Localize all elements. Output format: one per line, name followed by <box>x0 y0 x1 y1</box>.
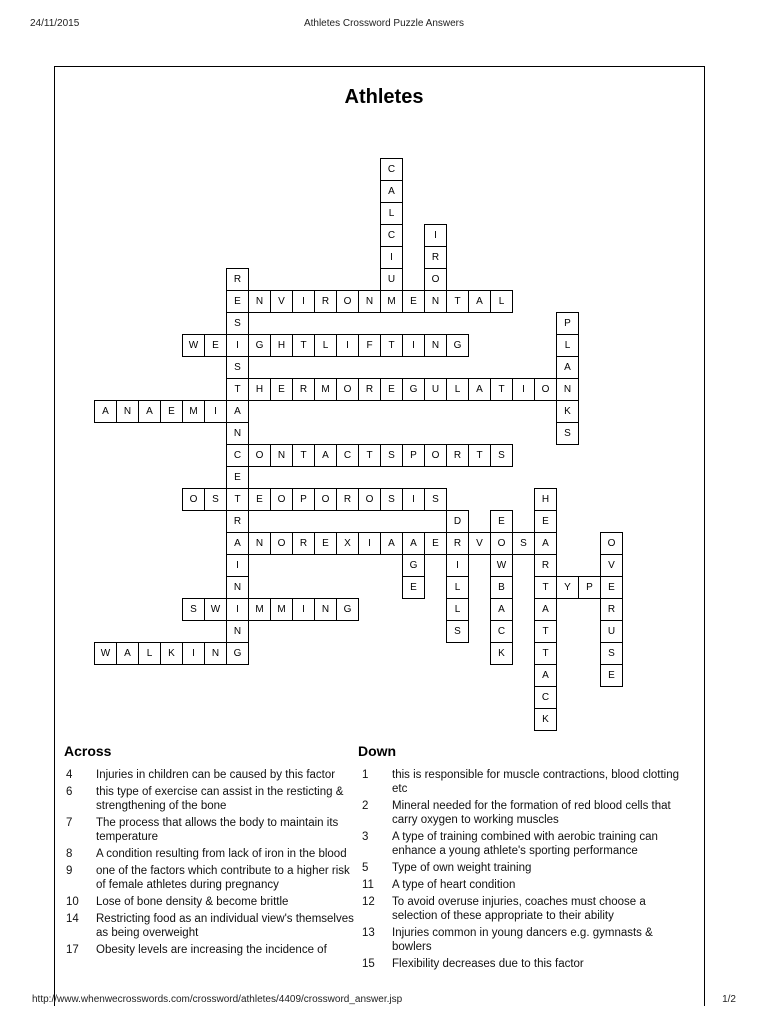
down-clue <box>362 799 680 827</box>
grid-cell: P <box>556 312 579 335</box>
grid-cell: L <box>556 334 579 357</box>
grid-cell: P <box>402 444 425 467</box>
grid-cell: O <box>600 532 623 555</box>
grid-cell: D <box>446 510 469 533</box>
grid-cell: G <box>336 598 359 621</box>
grid-cell: P <box>292 488 315 511</box>
clue-number: 15 <box>362 958 375 970</box>
grid-cell: A <box>314 444 337 467</box>
grid-cell: Y <box>556 576 579 599</box>
across-clue <box>66 895 356 909</box>
grid-cell: I <box>292 598 315 621</box>
grid-cell: O <box>182 488 205 511</box>
clue-number: 3 <box>362 831 369 843</box>
grid-cell: W <box>490 554 513 577</box>
clue-number: 7 <box>66 817 73 829</box>
down-clue <box>362 768 680 796</box>
grid-cell: T <box>358 444 381 467</box>
grid-cell: G <box>402 378 425 401</box>
grid-cell: N <box>226 620 249 643</box>
clue-text: this type of exercise can assist in the resticting & strengthening of the bone <box>96 786 344 812</box>
clue-number: 5 <box>362 862 369 874</box>
grid-cell: O <box>336 290 359 313</box>
grid-cell: N <box>358 290 381 313</box>
grid-cell: G <box>226 642 249 665</box>
clue-text: this is responsible for muscle contractions, blood clotting etc <box>392 769 680 795</box>
grid-cell: G <box>248 334 271 357</box>
grid-cell: N <box>226 576 249 599</box>
clue-number: 1 <box>362 769 369 781</box>
grid-cell: O <box>424 268 447 291</box>
grid-cell: I <box>402 334 425 357</box>
grid-cell: K <box>556 400 579 423</box>
grid-cell: S <box>600 642 623 665</box>
grid-cell: U <box>600 620 623 643</box>
grid-cell: I <box>380 246 403 269</box>
grid-cell: I <box>226 554 249 577</box>
grid-cell: S <box>204 488 227 511</box>
grid-cell: N <box>270 444 293 467</box>
grid-cell: N <box>226 422 249 445</box>
grid-cell: O <box>424 444 447 467</box>
grid-cell: T <box>226 488 249 511</box>
grid-cell: A <box>468 290 491 313</box>
grid-cell: N <box>204 642 227 665</box>
grid-cell: I <box>512 378 535 401</box>
clue-number: 11 <box>362 879 374 891</box>
grid-cell: S <box>226 356 249 379</box>
clue-text: one of the factors which contribute to a higher risk of female athletes during pregnancy <box>96 865 350 891</box>
grid-cell: E <box>600 664 623 687</box>
clue-text: Injuries in children can be caused by this factor <box>96 769 336 781</box>
grid-cell: R <box>336 488 359 511</box>
clue-number: 13 <box>362 927 375 939</box>
grid-cell: C <box>380 158 403 181</box>
clue-text: Restricting food as an individual view's themselves as being overweight <box>96 913 354 939</box>
puzzle-title: Athletes <box>344 86 424 108</box>
grid-cell: A <box>116 642 139 665</box>
clue-text: A type of training combined with aerobic training can enhance a young athlete's sporting performance <box>392 831 658 857</box>
clue-number: 8 <box>66 848 73 860</box>
across-clue <box>66 785 356 813</box>
clue-number: 4 <box>66 769 73 781</box>
grid-cell: E <box>270 378 293 401</box>
grid-cell: A <box>380 180 403 203</box>
print-date: 24/11/2015 <box>30 18 80 29</box>
grid-cell: I <box>402 488 425 511</box>
grid-cell: S <box>490 444 513 467</box>
grid-cell: S <box>446 620 469 643</box>
grid-cell: C <box>534 686 557 709</box>
clue-text: Mineral needed for the formation of red blood cells that carry oxygen to working muscles <box>392 800 671 826</box>
grid-cell: E <box>248 488 271 511</box>
grid-cell: G <box>446 334 469 357</box>
grid-cell: I <box>182 642 205 665</box>
across-clue <box>66 847 356 861</box>
grid-cell: T <box>534 620 557 643</box>
grid-cell: I <box>292 290 315 313</box>
grid-cell: A <box>226 400 249 423</box>
grid-cell: A <box>94 400 117 423</box>
grid-cell: S <box>556 422 579 445</box>
grid-cell: N <box>116 400 139 423</box>
grid-cell: E <box>380 378 403 401</box>
down-clue <box>362 957 680 971</box>
grid-cell: M <box>182 400 205 423</box>
print-page-number: 1/2 <box>722 994 736 1005</box>
grid-cell: K <box>160 642 183 665</box>
grid-cell: E <box>226 290 249 313</box>
down-clue <box>362 861 680 875</box>
grid-cell: T <box>380 334 403 357</box>
grid-cell: E <box>424 532 447 555</box>
grid-cell: L <box>380 202 403 225</box>
grid-cell: R <box>226 268 249 291</box>
across-clue <box>66 912 356 940</box>
grid-cell: L <box>138 642 161 665</box>
clue-number: 9 <box>66 865 73 877</box>
grid-cell: T <box>468 444 491 467</box>
grid-cell: U <box>380 268 403 291</box>
clue-number: 14 <box>66 913 79 925</box>
grid-cell: O <box>270 488 293 511</box>
grid-cell: H <box>534 488 557 511</box>
grid-cell: E <box>314 532 337 555</box>
grid-cell: H <box>270 334 293 357</box>
grid-cell: L <box>446 598 469 621</box>
grid-cell: O <box>358 488 381 511</box>
grid-cell: S <box>380 444 403 467</box>
grid-cell: T <box>226 378 249 401</box>
grid-cell: T <box>534 576 557 599</box>
grid-cell: E <box>402 290 425 313</box>
across-clue <box>66 816 356 844</box>
clue-text: Obesity levels are increasing the incidence of <box>96 944 327 956</box>
down-clue <box>362 895 680 923</box>
grid-cell: O <box>534 378 557 401</box>
grid-cell: N <box>248 532 271 555</box>
grid-cell: B <box>490 576 513 599</box>
clue-number: 12 <box>362 896 375 908</box>
grid-cell: T <box>446 290 469 313</box>
grid-cell: O <box>314 488 337 511</box>
across-clue-list <box>66 768 356 960</box>
grid-cell: S <box>512 532 535 555</box>
across-clue <box>66 943 356 957</box>
grid-cell: T <box>292 334 315 357</box>
grid-cell: T <box>490 378 513 401</box>
down-clue <box>362 926 680 954</box>
grid-cell: R <box>292 378 315 401</box>
grid-cell: T <box>292 444 315 467</box>
grid-cell: E <box>402 576 425 599</box>
clue-text: Type of own weight training <box>392 862 532 874</box>
grid-cell: A <box>380 532 403 555</box>
grid-cell: K <box>490 642 513 665</box>
grid-cell: O <box>270 532 293 555</box>
grid-cell: C <box>380 224 403 247</box>
clue-text: Flexibility decreases due to this factor <box>392 958 584 970</box>
grid-cell: R <box>292 532 315 555</box>
grid-cell: R <box>424 246 447 269</box>
grid-cell: P <box>578 576 601 599</box>
grid-cell: W <box>94 642 117 665</box>
grid-cell: T <box>534 642 557 665</box>
clue-text: A type of heart condition <box>392 879 516 891</box>
grid-cell: E <box>226 466 249 489</box>
clue-number: 10 <box>66 896 79 908</box>
grid-cell: S <box>182 598 205 621</box>
grid-cell: R <box>446 532 469 555</box>
grid-cell: W <box>204 598 227 621</box>
grid-cell: R <box>446 444 469 467</box>
grid-cell: I <box>226 598 249 621</box>
across-clue <box>66 864 356 892</box>
grid-cell: A <box>490 598 513 621</box>
grid-cell: O <box>490 532 513 555</box>
grid-cell: M <box>314 378 337 401</box>
grid-cell: N <box>424 290 447 313</box>
grid-cell: A <box>468 378 491 401</box>
grid-cell: M <box>270 598 293 621</box>
grid-cell: I <box>226 334 249 357</box>
clue-text: A condition resulting from lack of iron in the blood <box>96 848 347 860</box>
across-clue <box>66 768 356 782</box>
grid-cell: I <box>424 224 447 247</box>
grid-cell: H <box>248 378 271 401</box>
grid-cell: C <box>336 444 359 467</box>
grid-cell: E <box>160 400 183 423</box>
down-clue <box>362 878 680 892</box>
grid-cell: M <box>248 598 271 621</box>
clue-number: 2 <box>362 800 369 812</box>
grid-cell: S <box>226 312 249 335</box>
grid-cell: I <box>446 554 469 577</box>
grid-cell: A <box>534 532 557 555</box>
clue-number: 17 <box>66 944 79 956</box>
down-heading: Down <box>358 743 397 759</box>
grid-cell: L <box>314 334 337 357</box>
grid-cell: L <box>446 576 469 599</box>
grid-cell: A <box>556 356 579 379</box>
down-clue-list <box>362 768 680 974</box>
grid-cell: A <box>138 400 161 423</box>
clue-text: To avoid overuse injuries, coaches must choose a selection of these appropriate to their ability <box>392 896 646 922</box>
grid-cell: S <box>424 488 447 511</box>
grid-cell: A <box>534 598 557 621</box>
grid-cell: V <box>468 532 491 555</box>
grid-cell: W <box>182 334 205 357</box>
grid-cell: N <box>314 598 337 621</box>
grid-cell: A <box>226 532 249 555</box>
grid-cell: X <box>336 532 359 555</box>
grid-cell: K <box>534 708 557 731</box>
grid-cell: V <box>600 554 623 577</box>
grid-cell: R <box>314 290 337 313</box>
grid-cell: I <box>204 400 227 423</box>
clue-text: The process that allows the body to maintain its temperature <box>96 817 339 843</box>
grid-cell: R <box>358 378 381 401</box>
grid-cell: E <box>490 510 513 533</box>
grid-cell: F <box>358 334 381 357</box>
grid-cell: S <box>380 488 403 511</box>
grid-cell: R <box>534 554 557 577</box>
grid-cell: U <box>424 378 447 401</box>
grid-cell: L <box>490 290 513 313</box>
grid-cell: M <box>380 290 403 313</box>
grid-cell: A <box>534 664 557 687</box>
grid-cell: E <box>534 510 557 533</box>
grid-cell: L <box>446 378 469 401</box>
grid-cell: A <box>402 532 425 555</box>
clue-text: Injuries common in young dancers e.g. gymnasts & bowlers <box>392 927 653 953</box>
down-clue <box>362 830 680 858</box>
across-heading: Across <box>64 743 112 759</box>
grid-cell: R <box>600 598 623 621</box>
grid-cell: O <box>248 444 271 467</box>
grid-cell: G <box>402 554 425 577</box>
clue-text: Lose of bone density & become brittle <box>96 896 289 908</box>
grid-cell: N <box>424 334 447 357</box>
grid-cell: N <box>556 378 579 401</box>
grid-cell: I <box>358 532 381 555</box>
grid-cell: V <box>270 290 293 313</box>
grid-cell: E <box>600 576 623 599</box>
grid-cell: N <box>248 290 271 313</box>
grid-cell: E <box>204 334 227 357</box>
print-header-title: Athletes Crossword Puzzle Answers <box>303 18 465 29</box>
grid-cell: R <box>226 510 249 533</box>
grid-cell: O <box>336 378 359 401</box>
grid-cell: C <box>226 444 249 467</box>
print-footer-url: http://www.whenwecrosswords.com/crossword/athletes/4409/crossword_answer.jsp <box>32 994 403 1005</box>
clue-number: 6 <box>66 786 73 798</box>
grid-cell: C <box>490 620 513 643</box>
grid-cell: I <box>336 334 359 357</box>
